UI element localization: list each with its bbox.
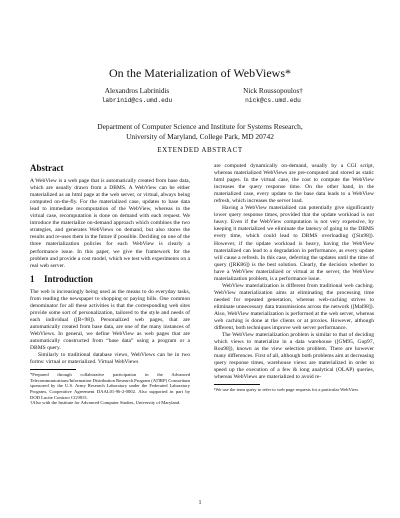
right-paragraph-2: Having a WebView materialized can potentially give significantly lower query response times, provided that the update workload is not heavy. Even if the WebView computation is not very expensive, by keeping it materialized we eliminate the latency of going to the DBMS every time, which could lead to DBMS overloading ([Sin98]). However, if the update workload is heavy, having the WebView materialized can lead to a degradation in performance, as every update will cause a refresh. In this case, deferring the updates until the time of query ([RK86]) is the best solution. Clearly, the decision whether to have a WebView materialized or virtual at the server, the WebView materialization problem, is a performance issue. [214, 205, 374, 282]
paper-title: On the Materialization of WebViews* [108, 66, 292, 80]
extended-abstract-label: EXTENDED ABSTRACT [157, 146, 243, 154]
affiliation [0, 122, 400, 141]
right-paragraph-4: The WebView materialization problem is similar to that of deciding which views to materialize in a data warehouse ([GM95, Gup97, Rou98]), known as the view selection problem. There are however many differences. First of all, although both problems aim at decreasing query response times, warehouse views are materialized in order to speed up the execution of a few & long analytical (OLAP) queries, whereas WebViews are materialized to avoid re- [214, 332, 374, 381]
author-1 [62, 87, 212, 105]
author-2-email: nick@cs.umd.edu [245, 97, 301, 104]
footnote-rule-right [214, 384, 260, 385]
author-2 [198, 87, 348, 105]
left-column [30, 163, 190, 406]
right-paragraph-3: WebView materialization is different from traditional web caching. WebView materialization aims at eliminating the processing time needed for repeated generation, whereas web-caching strives to eliminate unnecessary data transmissions across the network ([Mal98]). Also, WebView materialization is performed at the web server, whereas web caching is done at the clients or at proxies. However, although different, both techniques improve web server performance. [214, 282, 374, 332]
right-column [214, 163, 374, 393]
footnote-3: ¹We use the term query to refer to web page requests for a particular WebView. [214, 387, 360, 393]
author-1-name: Alexandros Labrinidis [104, 87, 170, 95]
abstract-heading: Abstract [30, 163, 64, 173]
author-2-name: Nick Roussopoulos† [243, 87, 303, 95]
right-paragraph-1: are computed dynamically on-demand, usually by a CGI script, whereas materialized WebViews are pre-computed and stored as static html pages. In the virtual case, the cost to compute the WebView increases the query response time. On the other hand, in the materialized case, every update to the base data leads to a WebView refresh, which increases the server load. [214, 163, 374, 205]
abstract-text: A WebView is a web page that is automatically created from base data, which are usually drawn from a DBMS. A WebView can be either materialized as an html page at the web server, or virtual, always being computed on-the-fly. For the materialized case, updates to base data lead to immediate recomputation of the WebView, whereas in the virtual case, recomputation is done on demand with each request. We introduce the materialize on-demand approach which combines the two strategies, and generates WebViews on demand, but also stores the results and re-uses them in the future if possible. Deciding on one of the three materialization policies for each WebView is clearly a performance issue. In this paper, we give the framework for the problem and provide a cost model, which we test with experiments on a real web server. [30, 178, 190, 269]
intro-paragraph-1: The web is increasingly being used as the means to do everyday tasks, from reading the newspaper to shopping or paying bills. One common denominator for all these activities is that the corresponding web sites provide some sort of personalization, tailored to the style and needs of each individual ([B+98]). Personalized web pages, that are automatically created from base data, are one of the many instances of WebViews. In general, we define WebView as web pages that are automatically constructed from “base data” using a program or a DBMS query. [30, 288, 190, 352]
section-title: Introduction [44, 273, 93, 284]
affiliation-line-1: Department of Computer Science and Institute for Systems Research, [97, 122, 303, 131]
footnote-1: *Prepared through collaborative participation in the Advanced Telecommunications/Information Distribution Research Program (ATIRP) Consortium sponsored by the U.S. Army Research Laboratory under the Federated Laboratory Program, Cooperative Agreement DAAL01-96-2-0002. Also supported in part by DOD Lucite Contract CG9815. [30, 372, 190, 400]
section-heading [30, 273, 190, 284]
affiliation-line-2: University of Maryland, College Park, MD 20742 [126, 131, 274, 141]
page-number: 1 [198, 500, 202, 506]
intro-paragraph-2: Similarly to traditional database views, WebViews can be in two forms: virtual or materialized. Virtual WebViews [30, 352, 190, 366]
section-number: 1 [30, 273, 35, 284]
footnote-rule [30, 369, 76, 370]
author-1-email: labrinid@cs.umd.edu [101, 97, 173, 104]
footnote-2: †Also with the Institute for Advanced Computer Studies, University of Maryland. [30, 400, 181, 406]
